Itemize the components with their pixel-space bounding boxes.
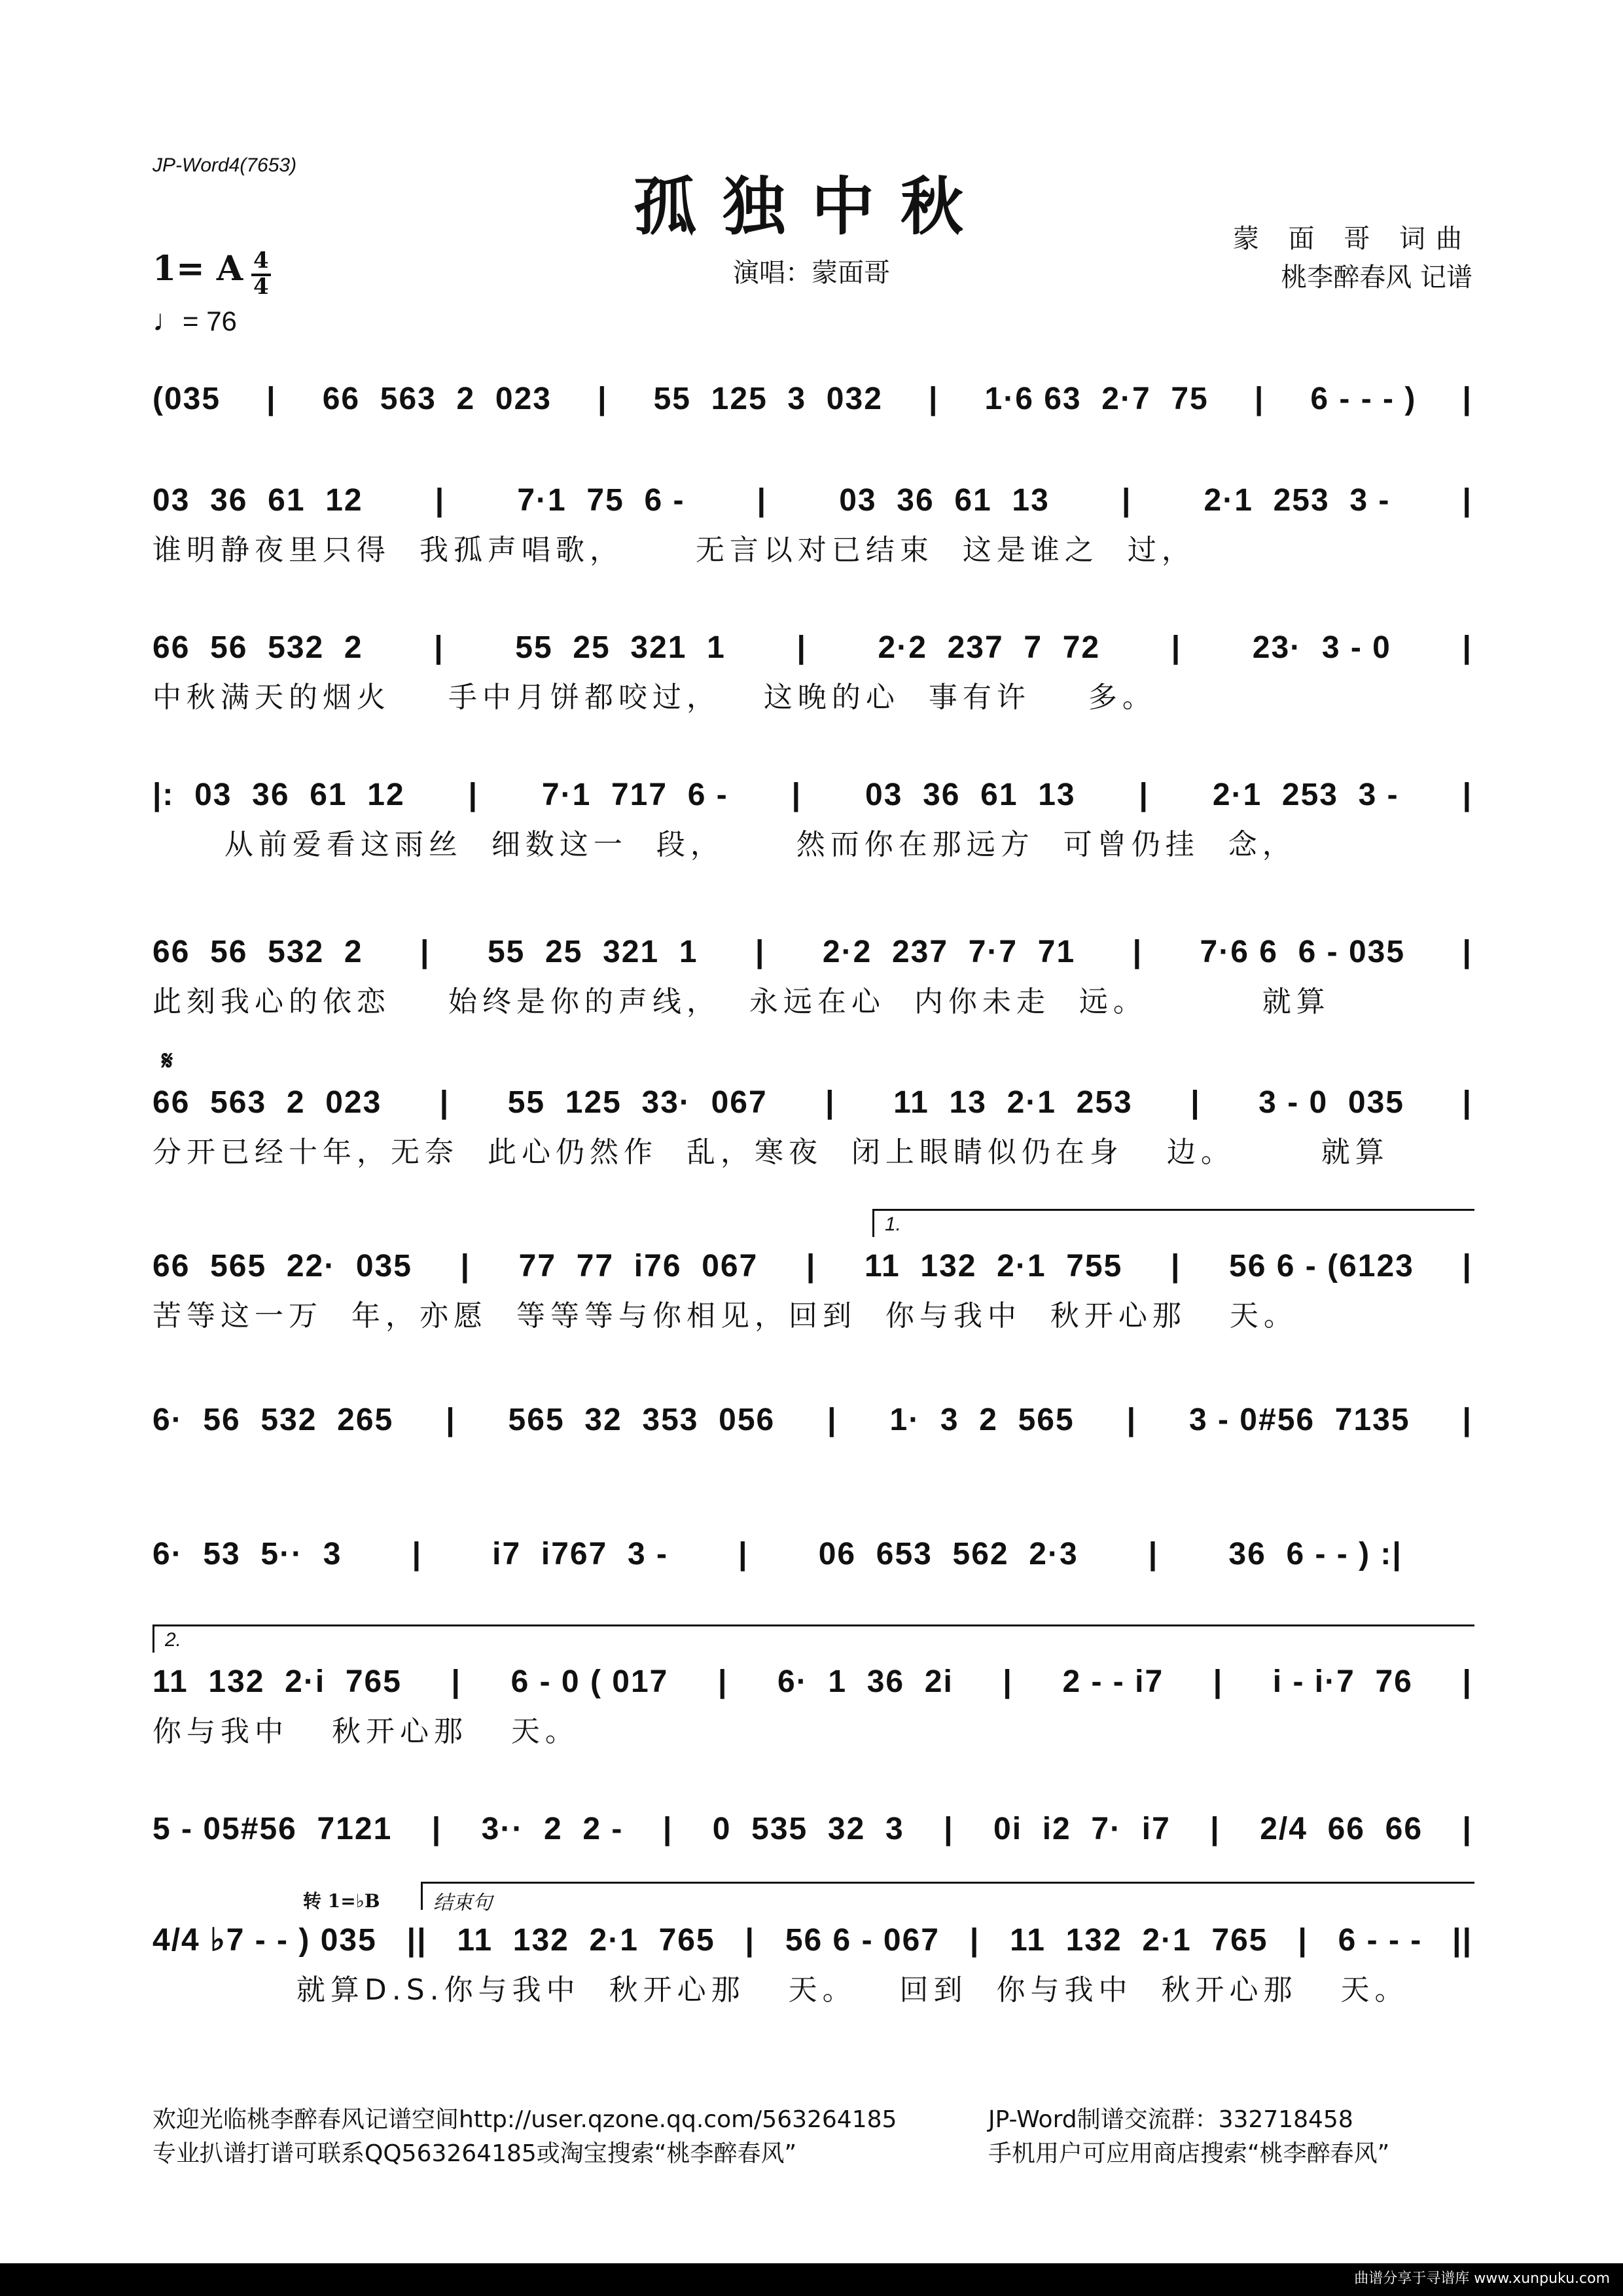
barline: | — [1121, 483, 1132, 518]
measure: 7·1 717 6 - — [541, 778, 728, 812]
barline: | — [1132, 935, 1143, 969]
notation-line — [152, 1535, 1472, 1574]
barline: | — [1462, 1249, 1472, 1283]
volta-label: 2. — [165, 1629, 182, 1651]
lyrics-line — [152, 431, 1472, 467]
time-signature-bottom: 4 — [253, 274, 269, 300]
volta-bracket — [872, 1209, 1474, 1237]
lyrics-line — [152, 1452, 1472, 1488]
measure: 56 6 - (6123 — [1229, 1249, 1414, 1283]
barline: | — [757, 483, 768, 518]
notation-line — [152, 1083, 1472, 1122]
ending-bracket — [421, 1882, 1474, 1914]
barline: | — [1171, 630, 1182, 665]
tempo-marking — [152, 302, 237, 338]
barline: | — [1462, 935, 1472, 969]
time-signature-top: 4 — [253, 247, 269, 274]
barline: | — [1462, 630, 1472, 665]
barline: | — [745, 1923, 755, 1958]
notation-line — [152, 628, 1472, 668]
key-signature: 1= A — [152, 249, 243, 289]
measure: 3·· 2 2 - — [481, 1812, 624, 1846]
app-tag: JP-Word4(7653) — [152, 154, 297, 176]
barline: | — [969, 1923, 980, 1958]
measure: 66 563 2 023 — [322, 382, 552, 416]
measure: 3 - 0#56 7135 — [1188, 1403, 1410, 1437]
measure: 4/4 ♭7 - - ) 035 — [152, 1923, 377, 1958]
measure: i7 i767 3 - — [492, 1537, 668, 1571]
measure: 1· 3 2 565 — [889, 1403, 1075, 1437]
tempo-value: = 76 — [183, 306, 237, 336]
measure: |: 03 36 61 12 — [152, 778, 405, 812]
measure: 6· 53 5·· 3 — [152, 1537, 342, 1571]
barline: || — [1452, 1923, 1472, 1958]
measure: 7·6 6 6 - 035 — [1200, 935, 1406, 969]
barline: | — [266, 382, 277, 416]
measure: 6 - - - — [1338, 1923, 1423, 1958]
measure: 0i i2 7· i7 — [993, 1812, 1171, 1846]
barline: | — [738, 1537, 749, 1571]
footer-line-1-left: 欢迎光临桃李醉春风记谱空间http://user.qzone.qq.com/563264185 — [152, 2106, 897, 2133]
barline: | — [1210, 1812, 1221, 1846]
barline: | — [1462, 382, 1472, 416]
notation-line — [152, 776, 1472, 815]
measure: 55 25 321 1 — [515, 630, 726, 665]
notation-line — [152, 380, 1472, 419]
footer-line-1-right: JP-Word制谱交流群：332718458 — [988, 2106, 1353, 2133]
transcriber-credit: 桃李醉春风 记谱 — [1281, 262, 1472, 293]
notation-line — [152, 1247, 1472, 1286]
barline: | — [451, 1664, 461, 1699]
measure: 66 56 532 2 — [152, 935, 363, 969]
barline: | — [439, 1085, 450, 1120]
measure: 11 132 2·1 765 — [1010, 1923, 1268, 1958]
barline: | — [1462, 778, 1472, 812]
lyrics-line: 就算D.S.你与我中 秋开心那 天。 回到 你与我中 秋开心那 天。 — [152, 1973, 1409, 2007]
lyrics-line: 此刻我心的依恋 始终是你的声线， 永远在心 内你未走 远。 就算 — [152, 985, 1330, 1018]
barline: | — [420, 935, 431, 969]
watermark-text: 曲谱分享于寻谱库 www.xunpuku.com — [1354, 2270, 1610, 2287]
notation-line — [152, 933, 1472, 972]
barline: | — [1462, 1664, 1472, 1699]
measure: 03 36 61 13 — [865, 778, 1076, 812]
barline: | — [446, 1403, 456, 1437]
notation-line — [152, 1921, 1472, 1960]
measure: 11 132 2·i 765 — [152, 1664, 402, 1699]
barline: | — [434, 630, 444, 665]
barline: | — [431, 1812, 442, 1846]
measure: 2 - - i7 — [1062, 1664, 1164, 1699]
measure: 56 6 - 067 — [785, 1923, 940, 1958]
measure: 565 32 353 056 — [508, 1403, 776, 1437]
barline: | — [1298, 1923, 1308, 1958]
lyrics-line: 谁明静夜里只得 我孤声唱歌， 无言以对已结束 这是谁之 过， — [152, 533, 1196, 567]
barline: | — [597, 382, 608, 416]
measure: 66 563 2 023 — [152, 1085, 382, 1120]
measure: 06 653 562 2·3 — [818, 1537, 1079, 1571]
measure: 6 - 0 ( 017 — [510, 1664, 669, 1699]
measure: 2/4 66 66 — [1260, 1812, 1423, 1846]
barline: | — [1462, 1085, 1472, 1120]
measure: 6· 1 36 2i — [777, 1664, 954, 1699]
modulation-label: 转 1=♭B — [303, 1890, 380, 1912]
notation-line — [152, 1401, 1472, 1440]
barline: | — [1462, 1812, 1472, 1846]
measure: 11 132 2·1 765 — [457, 1923, 715, 1958]
measure: 2·1 253 3 - — [1204, 483, 1391, 518]
notation-line — [152, 1662, 1472, 1702]
measure: 7·1 75 6 - — [517, 483, 685, 518]
barline: | — [1139, 778, 1149, 812]
barline: | — [1148, 1537, 1159, 1571]
barline: | — [662, 1812, 673, 1846]
ending-label: 结束句 — [433, 1892, 492, 1914]
barline: | — [1190, 1085, 1201, 1120]
lyrics-line: 你与我中 秋开心那 天。 — [152, 1715, 579, 1748]
measure: i - i·7 76 — [1272, 1664, 1413, 1699]
measure: 6· 56 532 265 — [152, 1403, 394, 1437]
barline: | — [796, 630, 807, 665]
barline: | — [717, 1664, 728, 1699]
footer-line-2-right: 手机用户可应用商店搜索“桃李醉春风” — [988, 2140, 1390, 2167]
segno-sign: 𝄋 — [162, 1045, 173, 1076]
measure: 2·1 253 3 - — [1212, 778, 1399, 812]
barline: | — [1126, 1403, 1137, 1437]
barline: | — [435, 483, 446, 518]
measure: 77 77 i76 067 — [518, 1249, 758, 1283]
lyrics-line — [152, 1586, 1472, 1623]
footer-line-2-left: 专业扒谱打谱可联系QQ563264185或淘宝搜索“桃李醉春风” — [152, 2140, 797, 2167]
measure: 2·2 237 7 72 — [878, 630, 1101, 665]
barline: | — [944, 1812, 954, 1846]
lyrics-line: 苦等这一万 年，亦愿 等等等与你相见，回到 你与我中 秋开心那 天。 — [152, 1299, 1298, 1333]
barline: | — [1462, 1403, 1472, 1437]
notation-line — [152, 481, 1472, 520]
barline: | — [806, 1249, 817, 1283]
barline: | — [825, 1085, 836, 1120]
measure: 55 25 321 1 — [487, 935, 698, 969]
measure: 66 565 22· 035 — [152, 1249, 412, 1283]
lyrics-line: 分开已经十年，无奈 此心仍然作 乱，寒夜 闭上眼睛似仍在身 边。 就算 — [152, 1136, 1389, 1169]
measure: 3 - 0 035 — [1258, 1085, 1404, 1120]
measure: 03 36 61 12 — [152, 483, 363, 518]
measure: 23· 3 - 0 — [1252, 630, 1391, 665]
barline: || — [406, 1923, 427, 1958]
measure: 11 13 2·1 253 — [893, 1085, 1133, 1120]
lyrics-music-credit: 蒙 面 哥 词曲 — [1232, 224, 1472, 254]
lyrics-line: 中秋满天的烟火 手中月饼都咬过， 这晚的心 事有许 多。 — [152, 681, 1156, 714]
measure: 66 56 532 2 — [152, 630, 363, 665]
notation-line — [152, 1810, 1472, 1849]
barline: | — [468, 778, 479, 812]
barline: | — [1213, 1664, 1224, 1699]
measure: 1·6 63 2·7 75 — [984, 382, 1209, 416]
volta-bracket — [152, 1624, 1474, 1653]
measure: (035 — [152, 382, 221, 416]
quarter-note-icon: ♩ — [152, 303, 183, 337]
barline: | — [1254, 382, 1265, 416]
measure: 2·2 237 7·7 71 — [822, 935, 1076, 969]
measure: 0 535 32 3 — [712, 1812, 904, 1846]
measure: 5 - 05#56 7121 — [152, 1812, 393, 1846]
measure: 55 125 3 032 — [653, 382, 883, 416]
page-title: 孤独中秋 — [633, 170, 990, 243]
barline: | — [1170, 1249, 1181, 1283]
barline: | — [827, 1403, 838, 1437]
barline: | — [460, 1249, 471, 1283]
barline: | — [1003, 1664, 1013, 1699]
volta-label: 1. — [885, 1213, 902, 1235]
lyrics-line: 从前爱看这雨丝 细数这一 段， 然而你在那远方 可曾仍挂 念， — [152, 828, 1296, 861]
barline: | — [1462, 483, 1472, 518]
barline: | — [791, 778, 802, 812]
measure: 03 36 61 13 — [839, 483, 1050, 518]
measure: 11 132 2·1 755 — [865, 1249, 1123, 1283]
measure: 55 125 33· 067 — [507, 1085, 768, 1120]
measure: 36 6 - - ) :| — [1228, 1537, 1402, 1571]
barline: | — [412, 1537, 423, 1571]
barline: | — [928, 382, 939, 416]
barline: | — [755, 935, 766, 969]
measure: 6 - - - ) — [1310, 382, 1417, 416]
singer-credit: 演唱：蒙面哥 — [733, 258, 890, 288]
